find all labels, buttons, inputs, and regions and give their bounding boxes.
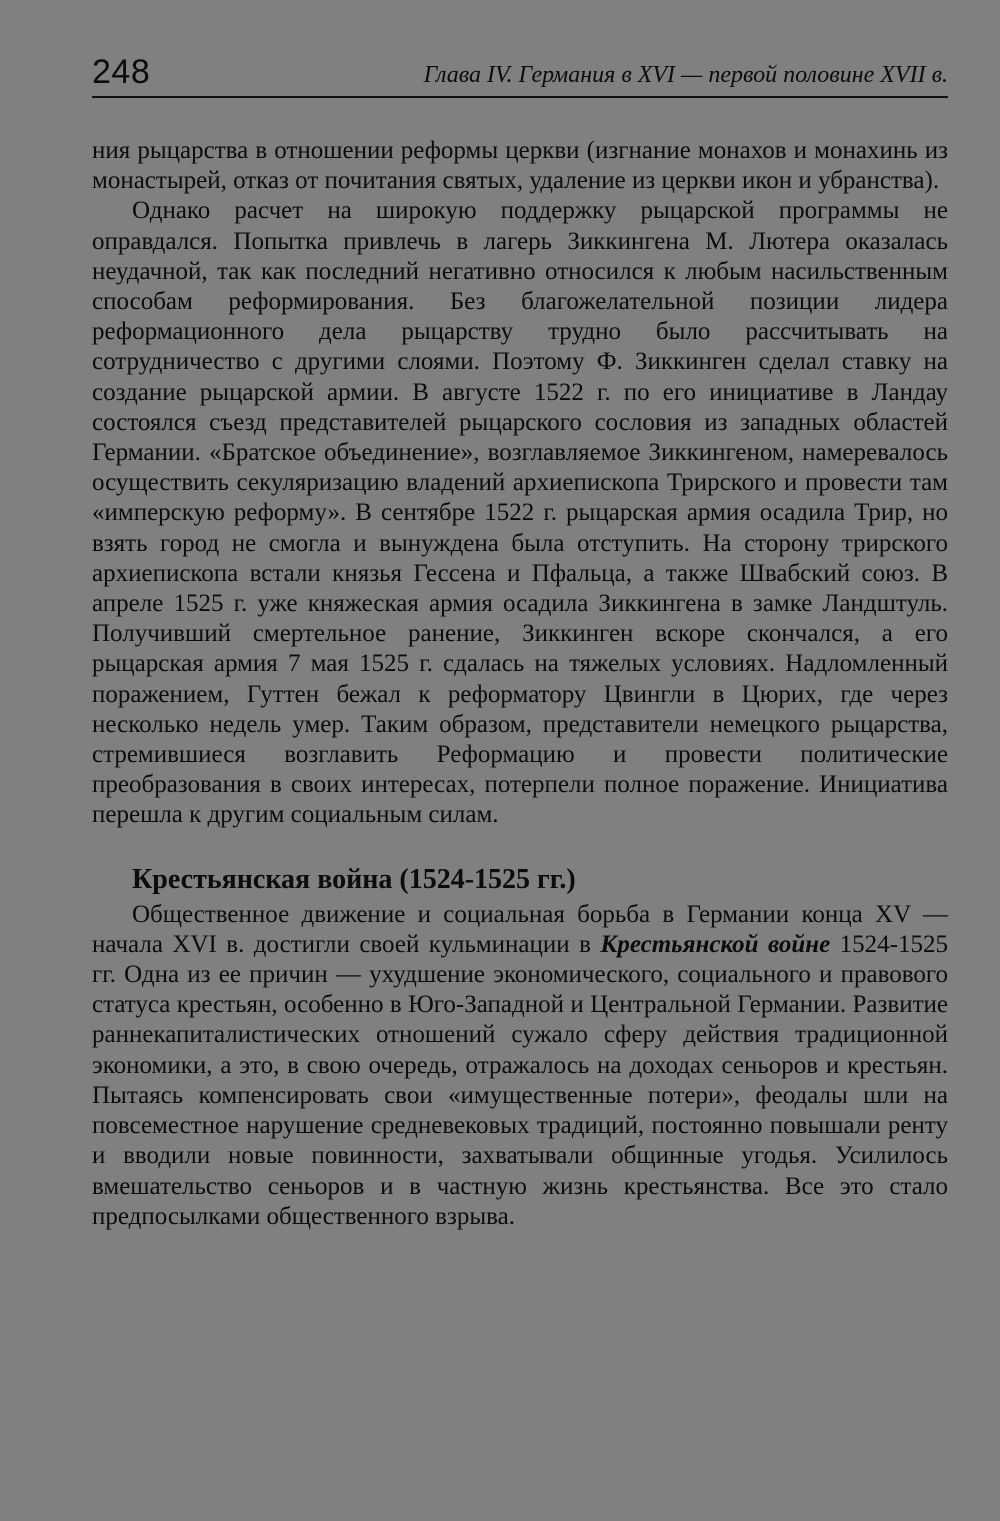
paragraph-knights-defeat: Однако расчет на широкую поддержку рыцарской программы не оправдался. Попытка привлечь в лагерь Зиккингена М. Лютера оказалась неудачной, так как последний негативно относился к любым насильственным способам реформирования. Без благожелательной позиции лидера реформационного дела рыцарству трудно было рассчитывать на сотрудничество с другими слоями. Поэтому Ф. Зиккинген сделал ставку на создание рыцарской армии. В августе 1522 г. по его инициативе в Ландау состоялся съезд представителей рыцарского сословия из западных областей Германии. «Братское объединение», возглавляемое Зиккингеном, намеревалось осуществить секуляризацию владений архиепископа Трирского и провести там «имперскую реформу». В сентябре 1522 г. рыцарская армия осадила Трир, но взять город не смогла и вынуждена была отступить. На сторону трирского архиепископа встали князья Гессена и Пфальца, а также Швабский союз. В апреле 1525 г. уже княжеская армия осадила Зиккингена в замке Ландштуль. Получивший смертельное ранение, Зиккинген вскоре скончался, а его рыцарская армия 7 мая 1525 г. сдалась на тяжелых условиях. Надломленный поражением, Гуттен бежал к реформатору Цвингли в Цюрих, где через несколько недель умер. Таким образом, представители немецкого рыцарства, стремившиеся возглавить Реформацию и провести политические преобразования в своих интересах, потерпели полное поражение. Инициатива перешла к другим социальным силам. [92, 197, 948, 829]
running-header [92, 52, 948, 98]
paragraph-peasants-war [92, 900, 948, 1232]
body-text [92, 136, 948, 1232]
paragraph-text-start: Общественное движение и социальная борьба в Германии конца XV — начала XVI в. достигли своей кульминации в [92, 900, 948, 958]
book-page [92, 52, 948, 1232]
emphasized-term: Крестьянской войне [600, 930, 831, 958]
paragraph-continuation: ния рыцарства в отношении реформы церкви (изгнание монахов и монахинь из монастырей, отказ от почитания святых, удаление из церкви икон и убранства). [92, 137, 948, 195]
section-heading: Крестьянская война (1524-1525 гг.) [132, 863, 576, 895]
page-number: 248 [92, 53, 151, 91]
chapter-title: Глава IV. Германия в XVI — первой половине XVII в. [423, 62, 948, 88]
paragraph-text-end: 1524-1525 гг. Одна из ее причин — ухудшение экономического, социального и правового статуса крестьян, особенно в Юго-Западной и Центральной Германии. Развитие раннекапиталистических отношений сужало сферу действия традиционной экономики, а это, в свою очередь, отражалось на доходах сеньоров и крестьян. Пытаясь компенсировать свои «имущественные потери», феодалы шли на повсеместное нарушение средневековых традиций, постоянно повышали ренту и вводили новые повинности, захватывали общинные угодья. Усилилось вмешательство сеньоров и в частную жизнь крестьянства. Все это стало предпосылками общественного взрыва. [92, 930, 948, 1230]
